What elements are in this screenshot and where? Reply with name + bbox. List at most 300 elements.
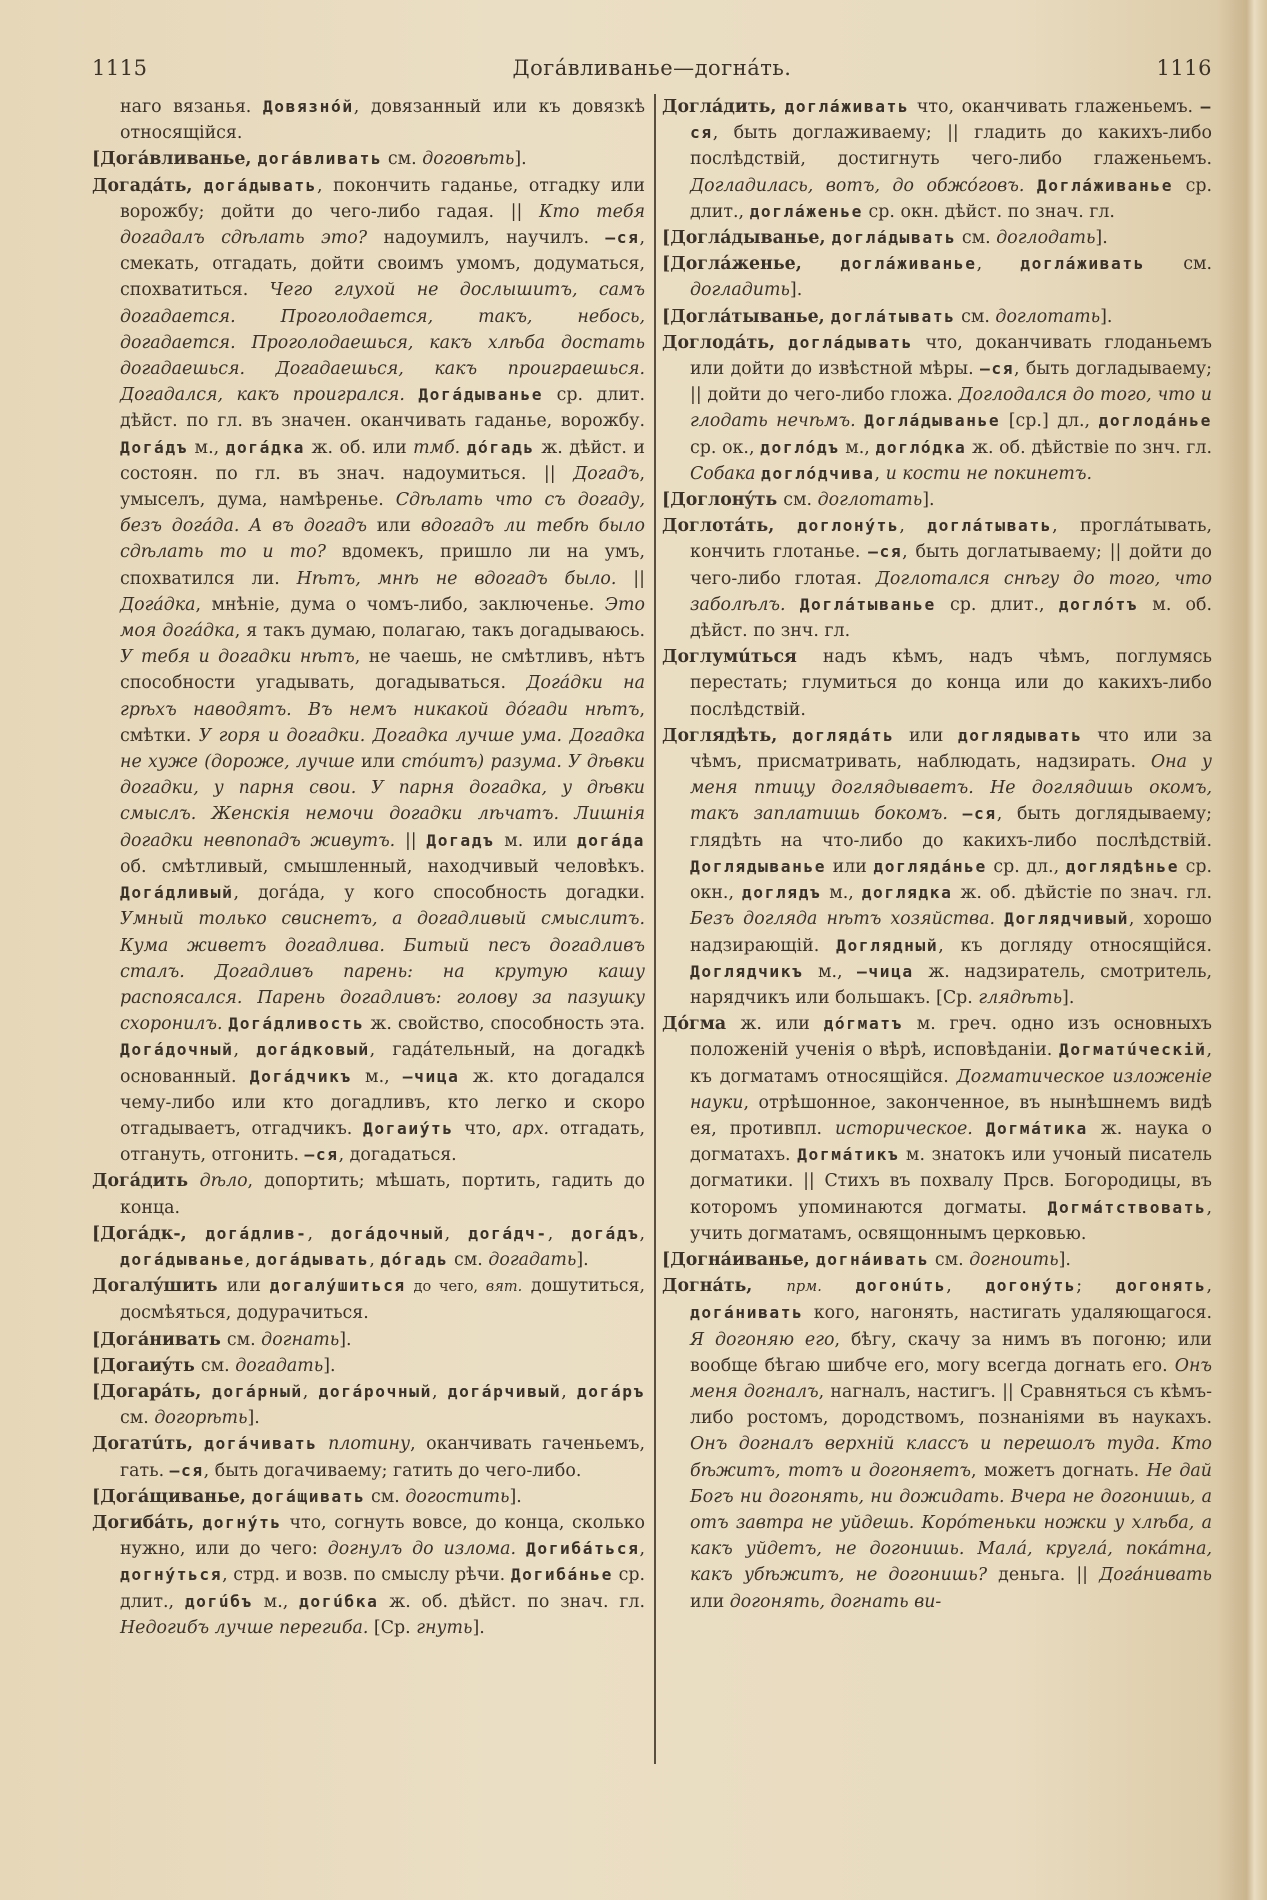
definition-text: , быть доглаживаему; || гладить до какихъ-либо послѣдствiй, достигнуть чего-либо глаженьемъ. bbox=[690, 123, 1212, 170]
headword: Догалýшить bbox=[92, 1276, 227, 1297]
definition-text: ]. bbox=[472, 1617, 485, 1638]
derived-form: доглáживанье bbox=[840, 254, 977, 274]
derived-form: догáдка bbox=[225, 437, 306, 457]
example-text: тмб. bbox=[413, 437, 461, 458]
derived-form: догáдывать bbox=[255, 1249, 370, 1269]
definition-text: , допортить; мѣшать, портить, гадить до конца. bbox=[120, 1171, 645, 1218]
derived-form: Доглáтыванье bbox=[799, 594, 936, 614]
definition-text: м. знатокъ или учоный писатель догматики. || Стихъ въ похвалу Прсв. Богородицы, въ которомъ упоминаются догматы. bbox=[690, 1145, 1212, 1218]
dictionary-entry bbox=[662, 330, 1212, 487]
derived-form: доглодáнье bbox=[1098, 411, 1213, 431]
definition-text: ]. bbox=[1100, 306, 1113, 327]
derived-form: доглядка bbox=[861, 883, 953, 903]
derived-form: дóгадь bbox=[466, 437, 535, 457]
definition-text: , умыселъ, дума, намѣренье. bbox=[120, 463, 645, 511]
headword: [Догáнивать bbox=[92, 1329, 227, 1350]
example-text: Догáнивать bbox=[1099, 1565, 1213, 1586]
definition-text: или bbox=[226, 1276, 270, 1297]
headword: Догадáть, bbox=[92, 175, 204, 196]
definition-text: ж. или bbox=[740, 1014, 824, 1035]
definition-text: м., bbox=[821, 883, 862, 904]
derived-form: Догадъ bbox=[426, 830, 495, 850]
definition-text: , bbox=[639, 1223, 646, 1244]
headword: [Доглáженье, bbox=[662, 254, 841, 275]
definition-text: ]. bbox=[339, 1329, 352, 1350]
definition-text: , bbox=[976, 254, 1021, 275]
derived-form: Догаиýть bbox=[362, 1118, 454, 1138]
derived-form: доглонýть bbox=[797, 516, 900, 536]
example-text: Кто тебя догадалъ сдѣлать это? bbox=[120, 201, 646, 249]
definition-text: ж. наука о догматахъ. bbox=[690, 1118, 1212, 1166]
definition-text: , bbox=[946, 1276, 986, 1297]
derived-form: —ся bbox=[304, 1145, 339, 1165]
definition-text: ж. надзиратель, смотритель, нарядчикъ или большакъ. [Ср. bbox=[690, 961, 1212, 1008]
dictionary-entry bbox=[662, 1273, 1212, 1615]
derived-form: догáдъ bbox=[571, 1223, 640, 1243]
definition-text: деньга. || bbox=[987, 1565, 1100, 1586]
definition-text: см. bbox=[955, 306, 996, 327]
definition-text bbox=[786, 595, 800, 615]
derived-form: доглядывать bbox=[957, 725, 1083, 745]
derived-form: догáдч- bbox=[468, 1223, 548, 1243]
example-text: догнулъ до излома. bbox=[327, 1539, 517, 1560]
headword: Догнáть, bbox=[662, 1276, 787, 1297]
definition-text: , бѣгу, скачу за нимъ въ погоню; или вообще бѣгаю шибче его, могу всегда догнать его. bbox=[690, 1329, 1212, 1376]
definition-text: , bbox=[874, 463, 886, 484]
definition-text: ж. об. или bbox=[305, 437, 414, 458]
definition-text: , не чаешь, не смѣтливъ, нѣтъ способности угадывать, догадываться. bbox=[120, 647, 645, 694]
derived-form: доглядъ bbox=[741, 883, 822, 903]
example-text: Безъ догляда нѣтъ хозяйства. bbox=[690, 909, 996, 930]
definition-text: м. или bbox=[494, 830, 577, 851]
derived-form: догáдывать bbox=[203, 175, 318, 195]
definition-text bbox=[405, 385, 418, 405]
example-text: вдогадъ ли тебѣ было сдѣлать то и то? bbox=[120, 516, 645, 563]
definition-text: или bbox=[894, 725, 958, 746]
example-text: догостить bbox=[405, 1486, 510, 1507]
derived-form: —ся bbox=[962, 804, 997, 824]
derived-form: догáдыванье bbox=[120, 1249, 245, 1269]
definition-text: ср. длит. дѣйст. по гл. въ значен. оканчивать гаданье, ворожбу. bbox=[120, 385, 645, 432]
example-text: Я догоняю его bbox=[690, 1329, 835, 1350]
definition-text: см. bbox=[1145, 254, 1212, 275]
headword: Доглáдить, bbox=[662, 97, 785, 117]
definition-text: ж. об. дѣйстiе по знач. гл. bbox=[952, 883, 1213, 904]
example-text: Догáдки на грѣхъ наводятъ. Въ немъ никакой дóгади нѣтъ bbox=[120, 673, 645, 720]
derived-form: дóгадь bbox=[380, 1249, 449, 1269]
definition-text: , гадáтельный, на догадкѣ основанный. bbox=[120, 1040, 646, 1087]
example-text: У тебя и догадки нѣтъ bbox=[120, 647, 355, 668]
derived-form: дóгматъ bbox=[823, 1014, 903, 1034]
derived-form: доглáживать bbox=[784, 97, 910, 116]
definition-text: , быть доглядываему; глядѣть на что-либо до какихъ-либо послѣдствiй. bbox=[690, 804, 1212, 851]
derived-form: догáда bbox=[576, 830, 645, 850]
derived-form: доглáдывать bbox=[788, 332, 914, 352]
derived-form: Догмáтика bbox=[985, 1118, 1088, 1138]
example-text: и кости не покинетъ. bbox=[885, 463, 1093, 484]
definition-text: м. греч. одно изъ основныхъ положенiй ученiя о вѣрѣ, исповѣданiи. bbox=[690, 1014, 1212, 1061]
definition-text: ]. bbox=[514, 149, 527, 170]
headword: [Догáщиванье, bbox=[92, 1486, 252, 1507]
definition-text bbox=[1024, 176, 1037, 196]
definition-text: см. bbox=[448, 1249, 489, 1270]
derived-form: Догáдливый bbox=[120, 883, 234, 903]
derived-form: догáдочный bbox=[331, 1223, 445, 1243]
headword: [Доглáтыванье, bbox=[662, 306, 831, 327]
headword: [Догнáиванье, bbox=[662, 1249, 816, 1270]
headword: [Догаиýть bbox=[92, 1355, 201, 1376]
definition-text: [Ср. bbox=[368, 1617, 417, 1638]
example-text: Доглодался до того, что и глодать нечѣмъ. bbox=[690, 385, 1212, 432]
dictionary-entry bbox=[92, 1353, 645, 1379]
example-text: историческое. bbox=[835, 1118, 973, 1139]
definition-text: , къ догматамъ относящiйся. bbox=[690, 1040, 1212, 1087]
definition-text: , учить догматамъ, освящоннымъ церковью. bbox=[690, 1197, 1212, 1244]
definition-text: , оканчивать гаченьемъ, гать. bbox=[120, 1434, 645, 1481]
page-header bbox=[92, 56, 1212, 86]
derived-form: Довязнóй bbox=[262, 97, 354, 116]
dictionary-entry bbox=[92, 1327, 645, 1353]
definition-text: , мнѣнiе, дума о чомъ-либо, заключенье. bbox=[195, 594, 605, 615]
definition-text: ср. ок., bbox=[690, 437, 761, 458]
definition-text: , быть доглатываему; || дойти до чего-либо глотая. bbox=[690, 542, 1212, 589]
definition-text: ср. окн. дѣйст. по знач. гл. bbox=[863, 201, 1115, 222]
headword: [Доглáдыванье, bbox=[662, 228, 832, 249]
definition-text: об. смѣтливый, смышленный, находчивый человѣкъ. bbox=[120, 856, 645, 877]
dictionary-entry bbox=[662, 251, 1212, 303]
dictionary-entry bbox=[92, 1431, 645, 1483]
definition-text: , быть догачиваему; гатить до чего-либо. bbox=[203, 1460, 582, 1481]
example-text: У горя и догадки. Догадка лучше ума. Догадка не хуже (дороже, лучше bbox=[120, 725, 645, 773]
derived-form: догáчивать bbox=[204, 1434, 318, 1454]
definition-text: , bbox=[302, 1381, 319, 1402]
definition-text bbox=[516, 1539, 526, 1559]
definition-text: что, согнуть вовсе, до конца, сколько нужно, или до чего: bbox=[120, 1512, 645, 1560]
derived-form: догонúть bbox=[855, 1276, 947, 1296]
definition-text: ж. дѣйст. и состоян. по гл. въ знач. надоумиться. || bbox=[120, 437, 645, 484]
dictionary-entry bbox=[662, 513, 1212, 644]
definition-text: м. об. дѣйст. по знч. гл. bbox=[690, 594, 1212, 642]
dictionary-entry bbox=[662, 94, 1212, 225]
derived-form: Догáдыванье bbox=[418, 385, 544, 405]
definition-text: , проглáтывать, кончить глотанье. bbox=[690, 516, 1212, 563]
definition-text: , bbox=[444, 1223, 469, 1244]
definition-text: , bbox=[639, 1539, 645, 1560]
example-text: Нѣтъ, мнѣ не вдогадъ было. bbox=[296, 568, 617, 589]
definition-text: , нагналъ, настигъ. || Сравняться съ кѣмъ-либо ростомъ, дородствомъ, познанiями въ наукахъ. bbox=[690, 1381, 1212, 1429]
definition-text: кого, нагонять, настигать удаляющагося. bbox=[803, 1303, 1212, 1324]
definition-text: или bbox=[354, 752, 402, 773]
definition-text: , хорошо надзирающiй. bbox=[690, 909, 1212, 956]
definition-text: ср. длит., bbox=[935, 594, 1059, 615]
headword: [Доглонýть bbox=[662, 490, 784, 511]
definition-text: см. bbox=[783, 490, 818, 511]
example-text: Собака bbox=[690, 463, 756, 484]
derived-form: Догáдчикъ bbox=[249, 1066, 352, 1086]
derived-form: догáрчивый bbox=[447, 1381, 562, 1401]
example-text: доглотать bbox=[817, 490, 923, 511]
definition-text: , быть догладываему; || дойти до чего-либо гложа. bbox=[690, 359, 1212, 406]
dictionary-entry bbox=[92, 1510, 645, 1641]
derived-form: догáрный bbox=[212, 1381, 303, 1401]
headword: Доглодáть, bbox=[662, 332, 789, 353]
definition-text: ]. bbox=[789, 280, 803, 301]
derived-form: доглóдъ bbox=[760, 437, 840, 457]
dictionary-entry bbox=[92, 146, 645, 172]
definition-text: см. bbox=[956, 228, 997, 249]
dictionary-entry bbox=[662, 487, 1212, 513]
derived-form: Доглядчивый bbox=[1004, 909, 1129, 929]
definition-text: м., bbox=[188, 437, 226, 458]
example-text: догноить bbox=[969, 1249, 1059, 1270]
derived-form: доглáтывать bbox=[927, 516, 1053, 536]
definition-text: ж. кто догадался чему-либо или кто догадливъ, кто легко и скоро отгадываетъ, отгадчикъ. bbox=[120, 1066, 646, 1139]
dictionary-entry bbox=[92, 1221, 645, 1273]
example-text: Догáдка bbox=[120, 594, 196, 615]
headword: Доглумúться bbox=[662, 647, 823, 668]
headword: [Догáвливанье, bbox=[92, 149, 258, 170]
definition-text: ср. окн., bbox=[690, 856, 1212, 904]
example-text: догорѣть bbox=[154, 1408, 248, 1429]
derived-form: —чица bbox=[857, 961, 914, 981]
definition-text: надоумилъ, научилъ. bbox=[367, 228, 606, 249]
example-text: Недогибъ лучше перегиба. bbox=[120, 1617, 369, 1638]
definition-text: или bbox=[690, 1591, 730, 1612]
dictionary-entry bbox=[662, 1247, 1212, 1273]
definition-text: ж. об. дѣйст. по знач. гл. bbox=[378, 1591, 645, 1612]
definition-text: , я такъ думаю, полагаю, такъ догадываюсь. bbox=[234, 621, 645, 642]
example-text: плотину bbox=[328, 1434, 411, 1455]
definition-text: , къ догляду относящiйся. bbox=[938, 935, 1212, 956]
derived-form: догáвливать bbox=[257, 149, 383, 169]
definition-text: м., bbox=[839, 437, 876, 458]
example-text: Не дай Богъ ни догонять, ни дожидать. Вчера не догонишь, а отъ завтра не уйдешь. Корóтеньки ножки у хлѣба, а какъ уйдетъ, не догонишь. Малá, круглá, покáтна, какъ убѣжитъ, не догонишь? bbox=[690, 1460, 1212, 1586]
definition-text: , догáда, у кого способность догадки. bbox=[233, 883, 645, 904]
definition-text: см. bbox=[365, 1486, 406, 1507]
definition-text bbox=[318, 1434, 329, 1454]
definition-text bbox=[948, 804, 963, 824]
definition-text: см. bbox=[382, 149, 423, 170]
example-text: стóитъ) разума. У дѣвки догадки, у парня свои. У парня догадка, у дѣвки смыслъ. Женскiя немочи догадки лѣчатъ. Лишнiя догадки невпопадъ живутъ. bbox=[120, 752, 645, 851]
definition-text: ; bbox=[1076, 1276, 1116, 1297]
derived-form: доглядáть bbox=[792, 725, 895, 745]
dictionary-entry bbox=[662, 304, 1212, 330]
derived-form: —ся bbox=[980, 359, 1015, 379]
derived-form: доглóдчива bbox=[761, 463, 875, 483]
definition-text: ср. длит., bbox=[690, 175, 1212, 222]
definition-text: ]. bbox=[1062, 987, 1075, 1008]
derived-form: доглóтъ bbox=[1058, 594, 1139, 614]
example-text: прм. bbox=[786, 1279, 822, 1296]
definition-text: см. bbox=[120, 1408, 155, 1429]
derived-form: догонять bbox=[1115, 1276, 1207, 1296]
example-text: догадать bbox=[488, 1249, 577, 1270]
dictionary-entry bbox=[662, 723, 1212, 1011]
dictionary-entry bbox=[662, 644, 1212, 723]
derived-form: догнýть bbox=[202, 1512, 282, 1532]
example-text: Это моя догáдка bbox=[120, 594, 645, 642]
definition-text bbox=[995, 909, 1004, 929]
derived-form: —ся bbox=[868, 542, 903, 562]
derived-form: —ся bbox=[605, 228, 640, 248]
derived-form: догонýть bbox=[985, 1276, 1077, 1296]
definition-text bbox=[973, 1119, 986, 1139]
derived-form: догалýшиться bbox=[269, 1276, 406, 1296]
example-text: доглотать bbox=[995, 306, 1101, 327]
example-text: дѣло bbox=[199, 1171, 248, 1192]
right-page-number: 1116 bbox=[1156, 56, 1212, 80]
derived-form: Доглядыванье bbox=[690, 856, 827, 876]
example-text: Чего глухой не дослышитъ, самъ догадается. Проголодается, такъ, небось, догадается. Проголодаешься, какъ хлѣба достать догадаешься. Догадаешься, какъ проиграешься. Догадался, какъ проигрался. bbox=[120, 280, 645, 406]
example-text: глядѣть bbox=[978, 987, 1063, 1008]
derived-form: Догибáться bbox=[526, 1539, 640, 1559]
definition-text: ]. bbox=[1095, 228, 1108, 249]
headword: Доглядѣть, bbox=[662, 725, 793, 746]
dictionary-entry bbox=[92, 1379, 645, 1431]
example-text: Догадъ bbox=[573, 463, 640, 484]
definition-text: ]. bbox=[576, 1249, 589, 1270]
derived-form: Догматúческiй bbox=[1058, 1040, 1207, 1060]
definition-text: отгадать, отгануть, отгонить. bbox=[120, 1118, 645, 1166]
definition-text: , bbox=[561, 1381, 577, 1402]
example-text: Она у меня птицу доглядываетъ. Не доглядишь окомъ, такъ заплатишь бокомъ. bbox=[690, 752, 1212, 825]
definition-text: , смекать, отгадать, дойти своимъ умомъ, додуматься, спохватиться. bbox=[120, 228, 645, 301]
example-text: Онъ догналъ верхнiй классъ и перешолъ туда. Кто бѣжитъ, тотъ и догоняетъ bbox=[690, 1434, 1212, 1481]
definition-text bbox=[856, 411, 865, 431]
derived-form: доглáженье bbox=[749, 201, 864, 221]
headword: [Догáдк-, bbox=[92, 1223, 206, 1244]
definition-text: наго вязанья. bbox=[120, 97, 263, 117]
dictionary-entry bbox=[662, 225, 1212, 251]
column-divider bbox=[654, 94, 656, 1764]
definition-text: что, оканчивать глаженьемъ. bbox=[909, 97, 1201, 117]
definition-text: , смѣтки. bbox=[120, 699, 645, 746]
derived-form: доглáживать bbox=[1020, 254, 1146, 274]
definition-text: ж. об. дѣйствiе по знч. гл. bbox=[966, 437, 1212, 458]
definition-text: что, доканчивать глоданьемъ или дойти до извѣстной мѣры. bbox=[690, 332, 1212, 380]
definition-text: м., bbox=[803, 961, 858, 982]
definition-text: , bbox=[1206, 1276, 1213, 1297]
example-text: арх. bbox=[512, 1118, 550, 1139]
derived-form: Догáдъ bbox=[120, 437, 189, 457]
derived-form: доглáтывать bbox=[830, 306, 956, 326]
derived-form: догáдлив- bbox=[205, 1223, 308, 1243]
definition-text: , покончить гаданье, отгадку или ворожбу; дойти до чего-либо гадая. || bbox=[120, 175, 645, 222]
dictionary-entry bbox=[92, 173, 645, 1169]
example-text: догадать bbox=[235, 1355, 324, 1376]
definition-text: || bbox=[616, 568, 646, 589]
derived-form: доглáдывать bbox=[831, 228, 957, 248]
definition-text: вдомекъ, пришло ли на умъ, спохватился ли. bbox=[120, 542, 645, 589]
derived-form: догúбъ bbox=[184, 1591, 253, 1611]
right-column bbox=[662, 94, 1212, 1615]
definition-text: что или за чѣмъ, присматривать, наблюдать, надзирать. bbox=[690, 725, 1212, 773]
dictionary-entry bbox=[662, 1011, 1212, 1247]
definition-text: или bbox=[826, 856, 874, 877]
left-page-number: 1115 bbox=[92, 56, 148, 80]
definition-text: , bbox=[233, 1040, 257, 1061]
definition-text: ср. длит., bbox=[120, 1565, 645, 1612]
example-text: Доглотался снѣгу до того, что заболѣлъ. bbox=[690, 568, 1213, 615]
definition-text: ]. bbox=[1058, 1249, 1071, 1270]
definition-text: [ср.] дл., bbox=[1000, 411, 1099, 432]
derived-form: догнáивать bbox=[815, 1249, 930, 1269]
headword: [Догарáть, bbox=[92, 1381, 213, 1402]
definition-text: что, bbox=[453, 1118, 513, 1139]
definition-text: или bbox=[366, 516, 421, 537]
headword: Дóгма bbox=[662, 1014, 741, 1035]
derived-form: Доглáживанье bbox=[1036, 175, 1174, 195]
headword: Догатúть, bbox=[92, 1434, 205, 1455]
definition-text: , bbox=[431, 1381, 448, 1402]
derived-form: доглядѣнье bbox=[1065, 856, 1180, 876]
definition-text: , отрѣшонное, законченное, въ нынѣшнемъ видѣ ея, противпл. bbox=[690, 1092, 1212, 1139]
example-text: Догладилась, вотъ, до обжóговъ. bbox=[690, 175, 1025, 196]
derived-form: Доглядчикъ bbox=[690, 961, 804, 981]
derived-form: —ся bbox=[169, 1460, 204, 1480]
definition-text: дошутиться, досмѣяться, додурачиться. bbox=[120, 1276, 645, 1324]
example-text: Умный только свиснетъ, а догадливый смыслитъ. Кума живетъ догадлива. Битый песъ догадливъ сталъ. Догадливъ парень: на крутую кашу распоясался. Парень догадливъ: голову за пазушку схоронилъ. bbox=[120, 909, 645, 1035]
derived-form: догáръ bbox=[576, 1381, 645, 1401]
example-text: доглодать bbox=[996, 228, 1096, 249]
derived-form: —чица bbox=[402, 1066, 460, 1086]
definition-text: ср. дл., bbox=[986, 856, 1066, 877]
definition-text: || bbox=[395, 830, 427, 851]
example-text: гнуть bbox=[416, 1617, 473, 1638]
definition-text: , bbox=[244, 1249, 256, 1270]
example-text: догладить bbox=[690, 280, 790, 301]
definition-text: см. bbox=[929, 1249, 970, 1270]
example-text: догонять, догнать ви- bbox=[729, 1591, 942, 1612]
derived-form: Доглáдыванье bbox=[864, 411, 1001, 431]
definition-text: , догадаться. bbox=[338, 1145, 457, 1166]
definition-text: ]. bbox=[509, 1486, 522, 1507]
derived-form: догúбка bbox=[299, 1591, 379, 1611]
derived-form: догнýться bbox=[120, 1565, 223, 1585]
derived-form: Догмáтствовать bbox=[1047, 1197, 1207, 1217]
definition-text: , bbox=[547, 1223, 572, 1244]
definition-text: ]. bbox=[323, 1355, 336, 1376]
definition-text: ж. свойство, способность эта. bbox=[364, 1014, 645, 1035]
headword: Догáдить bbox=[92, 1171, 200, 1192]
definition-text: , довязанный или къ довязкѣ относящiйся. bbox=[120, 97, 645, 144]
headword: Догибáть, bbox=[92, 1512, 203, 1533]
definition-text: ]. bbox=[247, 1408, 260, 1429]
definition-text: ]. bbox=[922, 490, 935, 511]
example-text: Сдѣлать что съ догаду, безъ догáда. А въ догадъ bbox=[120, 490, 645, 537]
derived-form: Догибáнье bbox=[510, 1565, 613, 1585]
derived-form: —ся bbox=[690, 97, 1212, 143]
example-text: вят. bbox=[485, 1279, 523, 1296]
definition-text: , bbox=[899, 516, 928, 537]
example-text: договѣть bbox=[422, 149, 515, 170]
derived-form: догáдковый bbox=[256, 1040, 370, 1060]
derived-form: догáрочный bbox=[318, 1381, 432, 1401]
example-text: догнать bbox=[261, 1329, 340, 1350]
definition-text: м., bbox=[252, 1591, 300, 1612]
definition-text: см. bbox=[226, 1329, 262, 1350]
dictionary-entry bbox=[92, 1484, 645, 1510]
derived-form: Догáдочный bbox=[120, 1040, 234, 1060]
derived-form: догáнивать bbox=[690, 1303, 804, 1323]
derived-form: доглядáнье bbox=[873, 856, 987, 876]
definition-text bbox=[822, 1276, 856, 1296]
headword: Доглотáть, bbox=[662, 516, 798, 537]
dictionary-entry bbox=[92, 1168, 645, 1220]
derived-form: доглóдка bbox=[875, 437, 967, 457]
left-column bbox=[92, 94, 645, 1641]
continued-entry bbox=[92, 94, 645, 146]
